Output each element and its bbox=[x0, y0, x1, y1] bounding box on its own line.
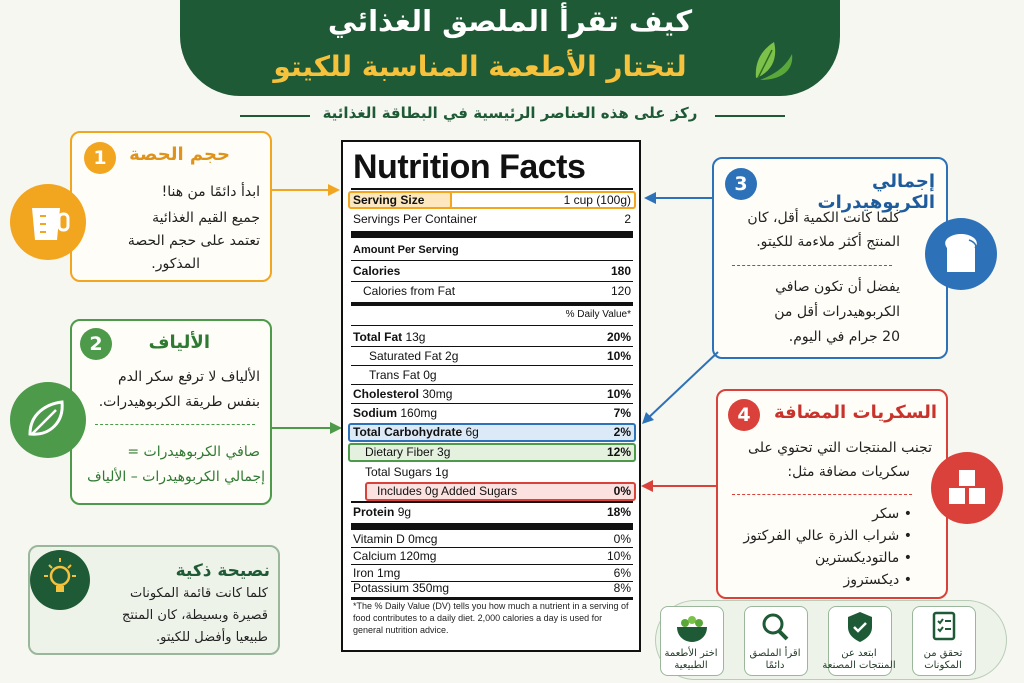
dv-header: % Daily Value* bbox=[565, 309, 631, 320]
card-number-badge: 1 bbox=[84, 142, 116, 174]
pointer-arrow bbox=[655, 197, 713, 199]
servings-label: Servings Per Container bbox=[353, 212, 478, 226]
formula-text: إجمالي الكربوهيدرات – الألياف bbox=[87, 469, 265, 485]
pointer-arrow bbox=[652, 485, 718, 487]
calories-value: 180 bbox=[610, 264, 631, 278]
leaf-icon bbox=[748, 36, 798, 86]
label-footnote: *The % Daily Value (DV) tells you how much a nutrient in a serving of food contributes to a daily diet. 2,000 calories a day is used for general nutrition advice. bbox=[353, 601, 629, 635]
card-text: سكريات مضافة مثل: bbox=[787, 464, 910, 480]
serving-size-value: 1 cup (100g) bbox=[563, 193, 631, 207]
magnifier-icon bbox=[745, 607, 807, 647]
card-text: المنتج أكثر ملاءمة للكيتو. bbox=[756, 234, 900, 250]
card-text: تجنب المنتجات التي تحتوي على bbox=[748, 440, 932, 456]
arrowhead bbox=[643, 191, 657, 205]
sat-fat-label: Saturated Fat 2g bbox=[369, 349, 459, 363]
card-title: إجمالي الكربوهيدرات bbox=[817, 171, 935, 213]
calories-label: Calories bbox=[353, 264, 401, 278]
card-number-badge: 4 bbox=[728, 399, 760, 431]
label-title: Nutrition Facts bbox=[353, 148, 586, 186]
page-subtitle: لتختار الأطعمة المناسبة للكيتو bbox=[273, 50, 687, 83]
arrowhead bbox=[328, 183, 342, 197]
card-title: حجم الحصة bbox=[129, 144, 230, 165]
card-title: السكريات المضافة bbox=[774, 402, 937, 423]
arrowhead bbox=[640, 479, 654, 493]
sugar-list-item: • سكر bbox=[872, 506, 912, 522]
amount-per-serving: Amount Per Serving bbox=[353, 244, 459, 256]
card-text: قصيرة وبسيطة، كان المنتج bbox=[121, 608, 268, 623]
leaf-icon bbox=[10, 382, 86, 458]
card-text: ابدأ دائمًا من هنا! bbox=[161, 184, 260, 200]
nutrition-facts-label: Nutrition Facts Serving Size 1 cup (100g) Servings Per Container 2 Amount Per Serving Calories 180 Calories from Fat 120 % Daily Value* Total Fat 13g 20% Saturated Fat 2g 10% Trans Fat 0g Cholesterol 30mg 10% Sodium 160mg 7% Total Carbohydrate 6g 2% Dietary Fiber 3g 12% Total Sugars 1g Includes 0g Added Sugars 0% Protein 9g 18% Vitamin D 0mcg 0% Calcium 120mg 10% Iron 1mg 6% Potassium 350mg 8% *The % Daily Value (DV) tells you how much a nutrient in a serving of food contributes to a daily diet. 2,000 calories a day is used for general nutrition advice. bbox=[341, 140, 641, 652]
card-text: الألياف لا ترفع سكر الدم bbox=[117, 369, 260, 385]
shield-check-icon bbox=[829, 607, 891, 647]
card-title: الألياف bbox=[148, 332, 210, 353]
cal-fat-label: Calories from Fat bbox=[363, 284, 456, 298]
divider bbox=[95, 424, 255, 425]
formula-text: صافي الكربوهيدرات = bbox=[127, 444, 260, 460]
total-sugars-label: Total Sugars 1g bbox=[365, 465, 449, 479]
bread-icon bbox=[925, 218, 997, 290]
sugar-list-item: • ديكستروز bbox=[843, 572, 912, 588]
divider bbox=[732, 265, 892, 266]
total-fat-label: Total Fat bbox=[353, 330, 403, 344]
card-number-badge: 3 bbox=[725, 168, 757, 200]
card-text: تعتمد على حجم الحصة bbox=[127, 233, 260, 249]
card-title: نصيحة ذكية bbox=[175, 561, 270, 581]
total-carb-label: Total Carbohydrate bbox=[353, 425, 463, 439]
card-text: طبيعيا وأفضل للكيتو. bbox=[156, 630, 268, 645]
trans-fat-label: Trans Fat 0g bbox=[369, 368, 437, 382]
card-text: يفضل أن تكون صافي bbox=[775, 279, 900, 295]
serving-size-label: Serving Size bbox=[353, 193, 425, 207]
card-text: بنفس طريقة الكربوهيدرات. bbox=[98, 394, 260, 410]
pointer-arrow bbox=[272, 427, 334, 429]
checklist-icon bbox=[913, 607, 975, 647]
added-sugars-label: Includes 0g Added Sugars bbox=[377, 484, 518, 498]
card-text: 20 جرام في اليوم. bbox=[788, 329, 900, 345]
card-text: الكربوهيدرات أقل من bbox=[774, 304, 900, 320]
sugar-list-item: • مالتوديكسترين bbox=[814, 550, 912, 566]
servings-value: 2 bbox=[624, 212, 631, 226]
card-text: كلما كانت الكمية أقل، كان bbox=[747, 210, 900, 226]
card-number-badge: 2 bbox=[80, 328, 112, 360]
card-text: المذكور. bbox=[151, 256, 200, 272]
card-text: جميع القيم الغذائية bbox=[152, 210, 260, 226]
cal-fat-value: 120 bbox=[610, 284, 631, 298]
section-subtitle: ركز على هذه العناصر الرئيسية في البطاقة الغذائية bbox=[322, 104, 698, 122]
card-text: كلما كانت قائمة المكونات bbox=[130, 586, 268, 601]
page-title: كيف تقرأ الملصق الغذائي bbox=[327, 4, 693, 38]
measuring-cup-icon bbox=[10, 184, 86, 260]
pointer-arrow bbox=[272, 189, 332, 191]
sugar-list-item: • شراب الذرة عالي الفركتوز bbox=[743, 528, 912, 544]
fiber-label: Dietary Fiber 3g bbox=[365, 445, 451, 459]
divider bbox=[732, 494, 912, 495]
salad-bowl-icon bbox=[661, 607, 723, 647]
sugar-cubes-icon bbox=[931, 452, 1003, 524]
